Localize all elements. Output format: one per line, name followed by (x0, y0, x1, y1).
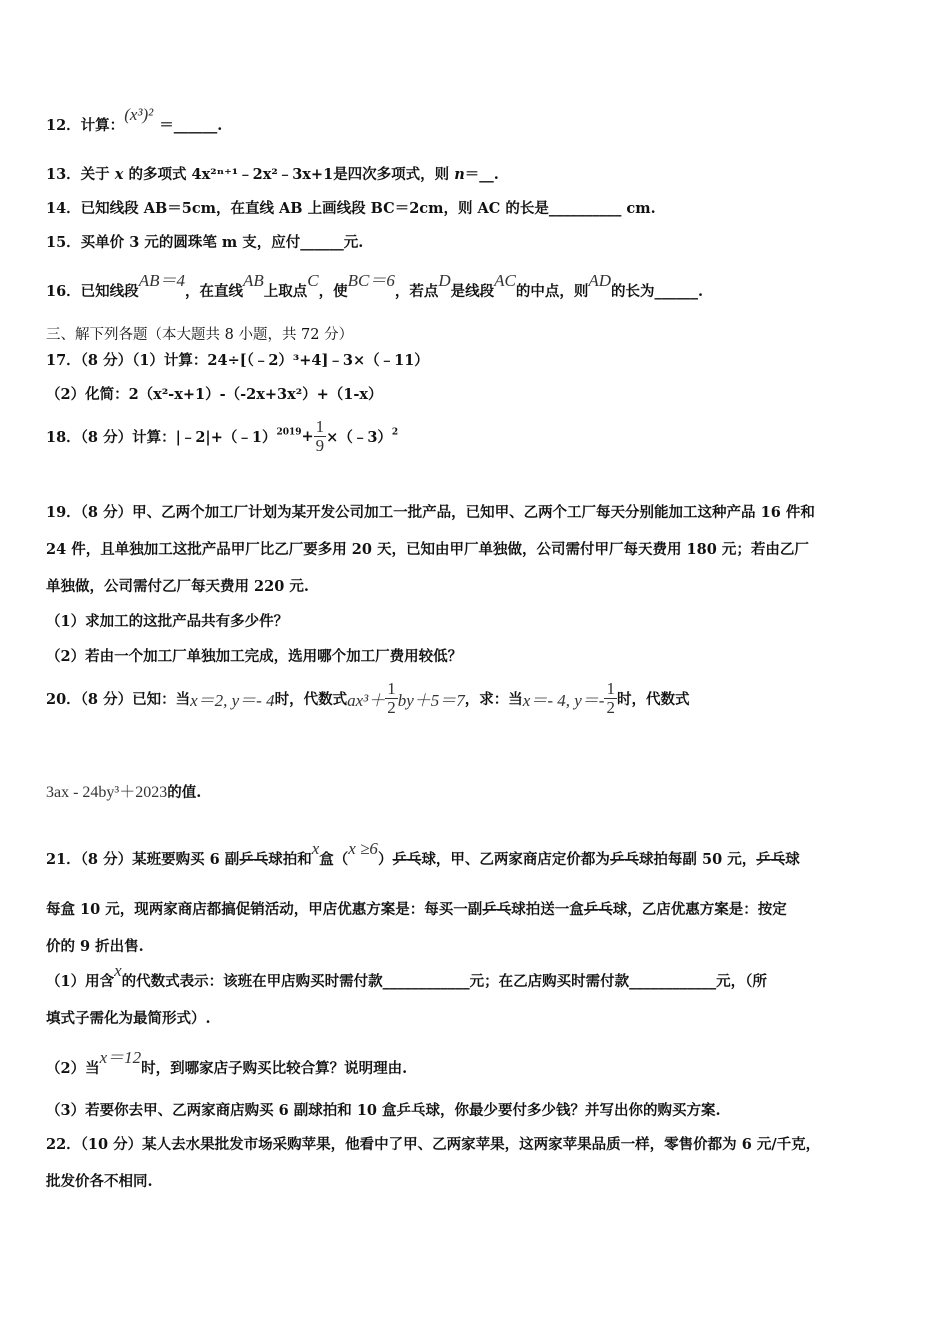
q16-text: ，使 (318, 283, 348, 300)
q12-expression: (x³)² (124, 105, 154, 124)
q16-text: 的中点，则 (515, 283, 589, 300)
question-22-line1: 22．（10 分）某人去水果批发市场采购苹果，他看中了甲、乙两家苹果，这两家苹果品质一样，零售价都为 6 元/千克， (46, 1136, 821, 1153)
q20-fraction2 (604, 680, 617, 717)
q18-plus: + (301, 428, 314, 445)
q20-condition1: x＝2, y＝- 4 (190, 691, 275, 710)
q16-math-ab4: AB＝4 (138, 271, 185, 290)
question-15: 15．买单价 3 元的圆珠笔 m 支，应付______元. (46, 234, 364, 251)
q21-condition-12: x＝12 (99, 1048, 142, 1067)
q21-text: 球 (785, 851, 800, 868)
q20-text: 时，代数式 (274, 691, 348, 708)
q21-text: 球，甲、乙两家商店定价都为 (421, 851, 610, 868)
q21-text: 21．（8 分）某班要购买 6 副 (46, 851, 240, 868)
q16-text: 上取点 (263, 283, 308, 300)
q16-text: ，在直线 (184, 283, 243, 300)
q16-math-ac: AC (494, 271, 516, 290)
q18-exponent2: 2 (391, 427, 399, 438)
q21-text: （2）当 (46, 1060, 100, 1077)
q16-text: 是线段 (450, 283, 495, 300)
q20-numerator1: 1 (387, 679, 396, 698)
q13-variable-x: x (114, 166, 124, 183)
section-3-title: 三、解下列各题（本大题共 8 小题，共 72 分） (46, 327, 354, 343)
question-18 (46, 418, 398, 455)
q20-expression-b: by＋5＝7 (397, 691, 465, 710)
q20-text: 时，代数式 (616, 691, 690, 708)
q16-math-ab: AB (242, 271, 264, 290)
question-22-line2: 批发价各不相同. (46, 1173, 153, 1190)
question-21-sub1 (46, 961, 767, 991)
question-17-part2: （2）化简：2（x²-x+1）-（-2x+3x²）+（1-x） (46, 386, 383, 403)
question-17-part1: 17．（8 分）（1）计算：24÷[（﹣2）³+4]﹣3×（﹣11） (46, 352, 429, 369)
q18-exponent: 2019 (276, 427, 302, 438)
q21-text: 的代数式表示：该班在甲店购买时需付款____________元；在乙店购买时需付款____________元，（所 (121, 973, 767, 990)
q20-condition2: x＝- 4, y＝- (522, 691, 605, 710)
question-21-line3: 价的 9 折出售. (46, 938, 144, 955)
q20-text: 20．（8 分）已知：当 (46, 691, 191, 708)
question-21-sub2 (46, 1048, 408, 1078)
q21-text: 每盒 10 元，现两家商店都搞促销活动，甲店优惠方案是：每买一副 (46, 901, 483, 918)
q21-text: 球拍和 (268, 851, 312, 868)
q21-text: 球，乙店优惠方案是：按定 (612, 901, 787, 918)
q21-text: 球拍送一盒 (511, 901, 584, 918)
q18-fraction (314, 418, 327, 455)
q21-pingpong: 乒乓 (392, 851, 422, 868)
question-19-line1: 19．（8 分）甲、乙两个加工厂计划为某开发公司加工一批产品，已知甲、乙两个工厂每天分别能加工这种产品 16 件和 (46, 504, 815, 521)
question-16 (46, 271, 704, 301)
question-12 (46, 105, 223, 135)
q21-variable-x: x (114, 961, 122, 980)
question-19-line2: 24 件，且单独加工这批产品甲厂比乙厂要多用 20 天，已知由甲厂单独做，公司需付甲厂每天费用 180 元；若由乙厂 (46, 541, 809, 558)
question-21-line2 (46, 898, 787, 919)
q18-text2: ×（﹣3） (326, 429, 392, 446)
question-21-sub1-cont: 填式子需化为最简形式）. (46, 1010, 211, 1027)
question-21-line1 (46, 839, 800, 869)
q21-text: 盒（ (319, 851, 349, 868)
q20-denominator2: 2 (606, 698, 615, 717)
q21-text: 球拍每副 50 元， (638, 851, 757, 868)
q21-pingpong: 乒乓 (239, 851, 269, 868)
question-20-line2 (46, 779, 201, 802)
q13-label: 13．关于 (46, 166, 115, 183)
q13-text3: ＝__. (464, 166, 499, 183)
q21-pingpong: 乒乓 (756, 851, 786, 868)
question-14: 14．已知线段 AB＝5cm，在直线 AB 上画线段 BC＝2cm，则 AC 的长是__________ cm. (46, 200, 656, 217)
q13-variable-n: n (454, 166, 465, 183)
question-19-line3: 单独做，公司需付乙厂每天费用 220 元. (46, 578, 309, 595)
q21-pingpong: 乒乓 (482, 901, 512, 918)
q20-expression-a: ax³＋ (347, 691, 386, 710)
question-20 (46, 680, 689, 717)
q13-polynomial: 4x²ⁿ⁺¹﹣2x²﹣3x+1 (191, 166, 334, 183)
q16-text: 的长为______. (611, 283, 704, 300)
q20-text: ，求：当 (464, 691, 523, 708)
q20-text: 的值. (167, 784, 202, 801)
question-19-sub2: （2）若由一个加工厂单独加工完成，选用哪个加工厂费用较低？ (46, 648, 463, 665)
q16-math-d: D (438, 271, 451, 290)
q18-denominator: 9 (315, 436, 325, 455)
q20-numerator2: 1 (606, 679, 615, 698)
q21-pingpong: 乒乓 (609, 851, 639, 868)
question-13 (46, 163, 499, 184)
q16-math-ad: AD (588, 271, 612, 290)
q21-pingpong: 乒乓 (583, 901, 613, 918)
q21-condition: x ≥6 (348, 839, 378, 858)
q16-math-c: C (307, 271, 319, 290)
q13-text2: 是四次多项式，则 (333, 166, 455, 183)
q12-label: 12．计算： (46, 117, 125, 134)
question-19-sub1: （1）求加工的这批产品共有多少件？ (46, 613, 289, 630)
q16-math-bc6: BC＝6 (347, 271, 395, 290)
q16-text: ，若点 (394, 283, 439, 300)
q16-text: 16．已知线段 (46, 283, 139, 300)
q18-numerator: 1 (315, 417, 325, 436)
q21-text: 时，到哪家店子购买比较合算？说明理由. (141, 1060, 408, 1077)
q13-text1: 的多项式 (123, 166, 192, 183)
q21-text: （1）用含 (46, 973, 115, 990)
q21-variable-x: x (311, 839, 320, 858)
q20-target-expression: 3ax - 24by³＋2023 (46, 784, 168, 801)
q20-denominator1: 2 (387, 698, 396, 717)
q21-text: ） (377, 851, 393, 868)
q12-blank: ＝______. (159, 117, 223, 134)
q20-fraction1 (385, 680, 398, 717)
q18-text: 18．（8 分）计算：|﹣2|+（﹣1） (46, 429, 277, 446)
question-21-sub3: （3）若要你去甲、乙两家商店购买 6 副球拍和 10 盒乒乓球，你最少要付多少钱？并写出你的购买方案. (46, 1102, 721, 1119)
